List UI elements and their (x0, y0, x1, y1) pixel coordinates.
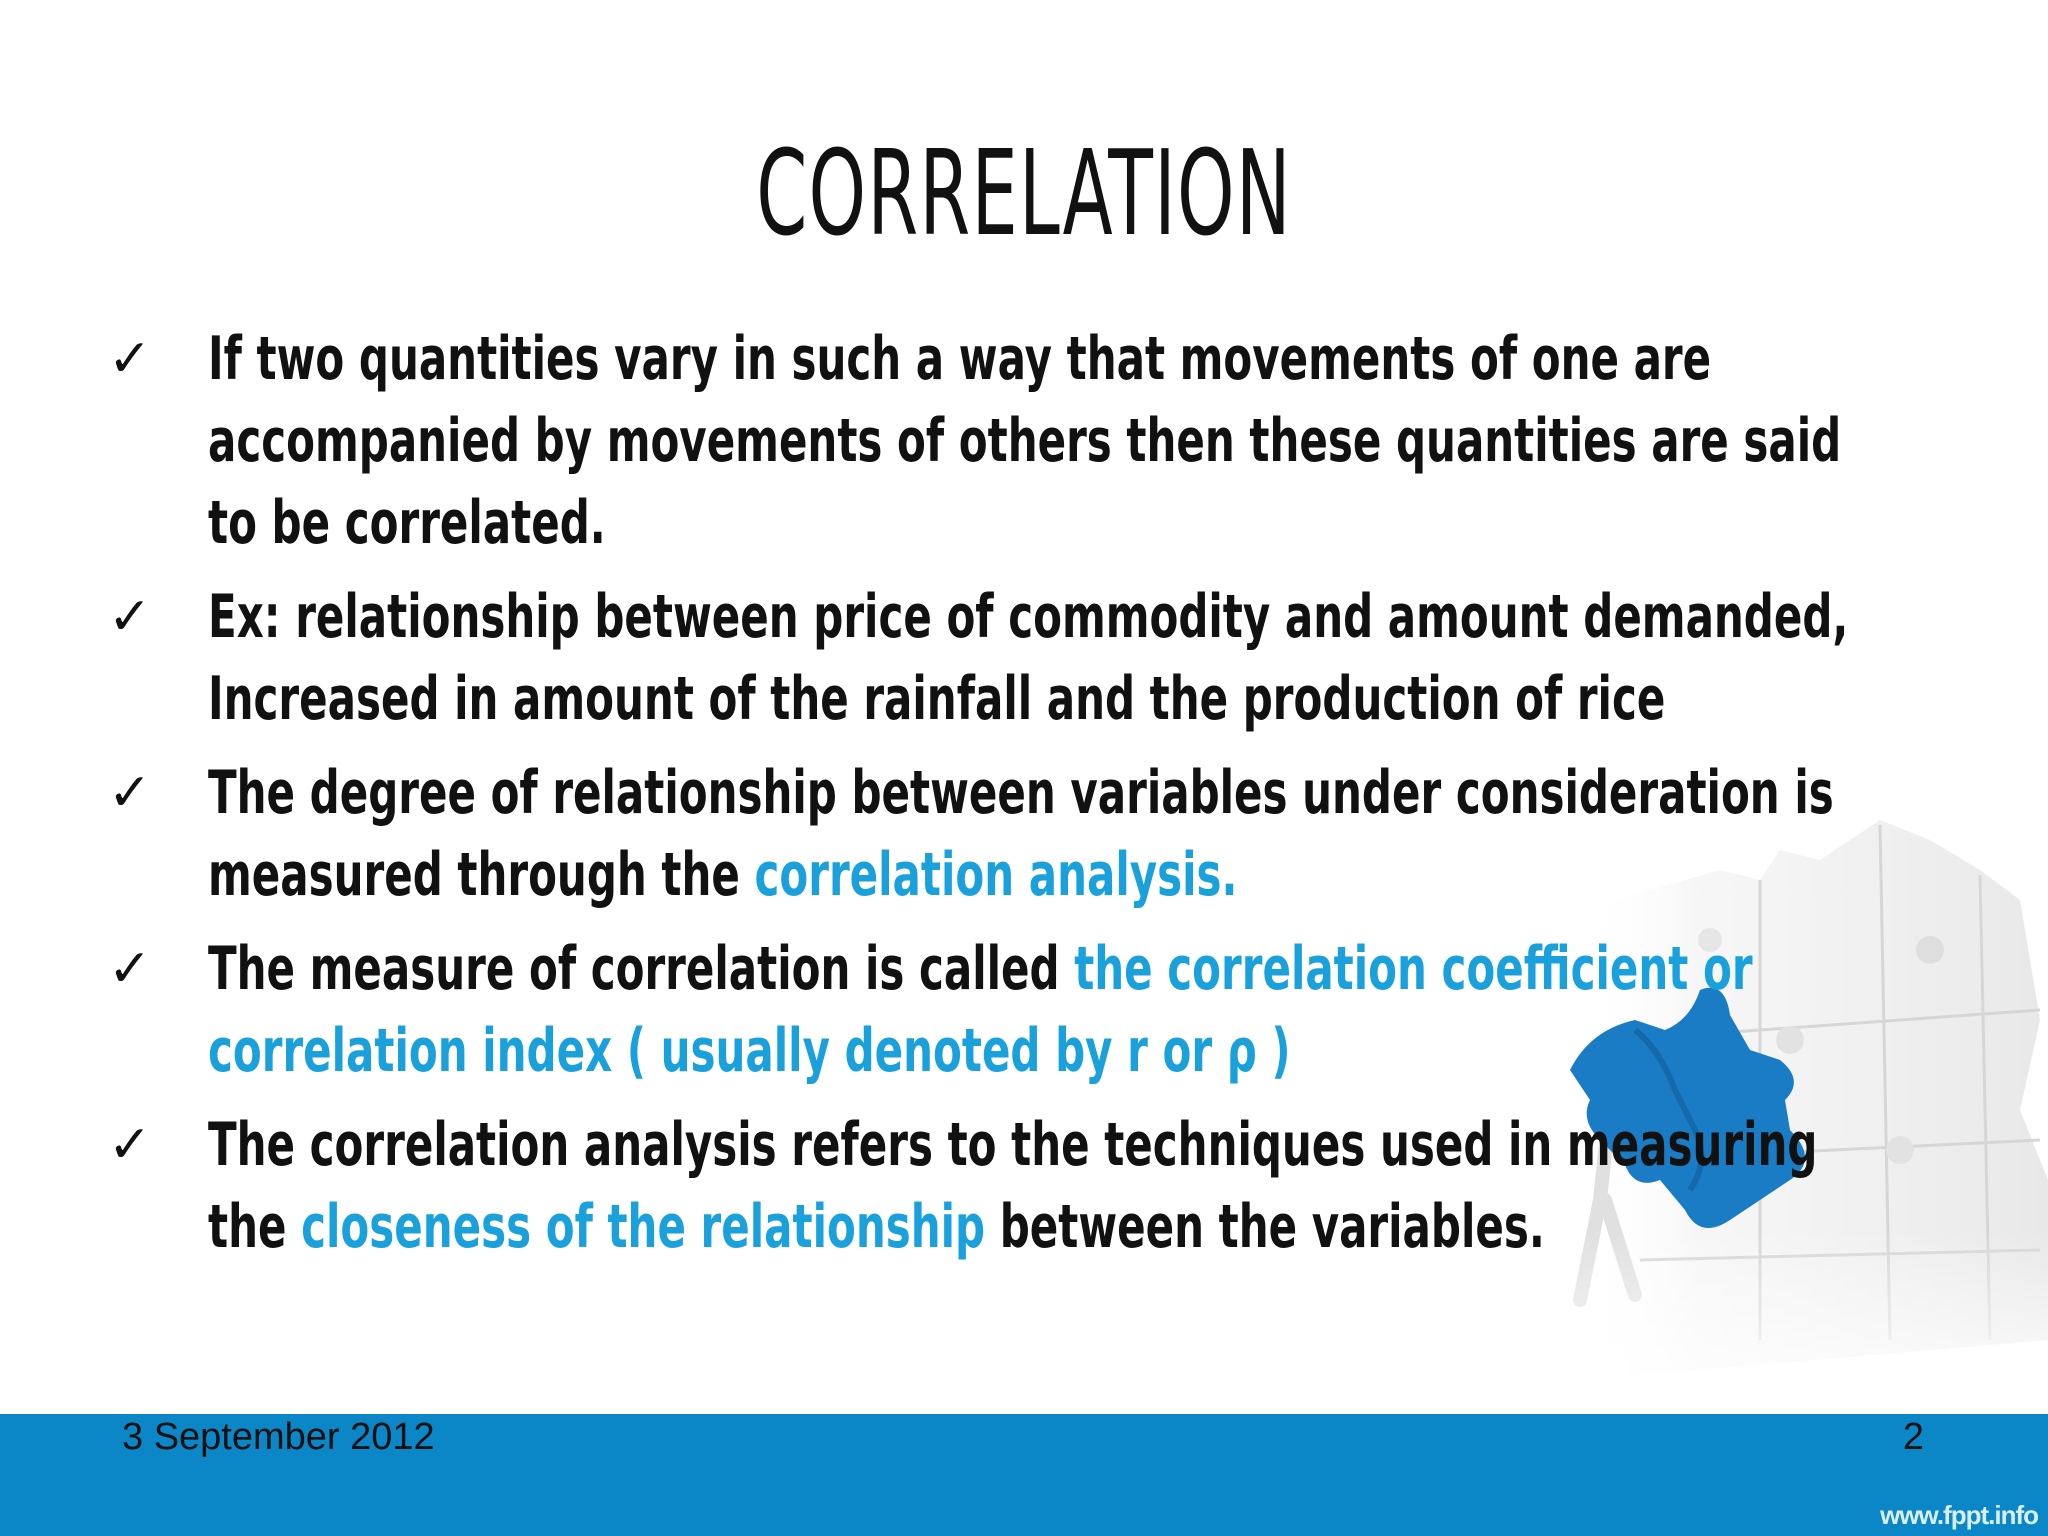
checkmark-icon: ✓ (108, 329, 152, 389)
page-number: 2 (1902, 1416, 1924, 1458)
highlight-text: the correlation coefficient or correlation index ( usually denoted by r or ρ ) (208, 934, 1753, 1086)
highlight-text: closeness of the relationship (301, 1192, 986, 1262)
checkmark-icon: ✓ (108, 939, 152, 999)
bullet-list (96, 318, 1976, 1280)
bullet-text-part: Ex: relationship between price of commodity and amount demanded, Increased in amount of the rainfall and the production of rice (208, 582, 1849, 734)
checkmark-icon: ✓ (108, 763, 152, 823)
bullet-text-part: The degree of relationship between variables under consideration is measured through the (208, 758, 1834, 910)
bullet-text-part: The measure of correlation is called (208, 934, 1075, 1004)
bullet-text-part: between the variables. (985, 1192, 1545, 1262)
bullet-item (96, 318, 1976, 564)
bullet-text (208, 318, 1888, 564)
slide-title: CORRELATION (756, 124, 1292, 262)
bullet-text (208, 576, 1888, 740)
bullet-item (96, 752, 1976, 916)
bullet-item (96, 1104, 1976, 1268)
bullet-text-part: If two quantities vary in such a way that movements of one are accompanied by movements of others then these quantities are said to be correlated. (208, 324, 1842, 558)
brand-watermark: www.fppt.info (1880, 1500, 2038, 1530)
highlight-text: correlation analysis. (754, 840, 1238, 910)
bullet-text (208, 928, 1888, 1092)
bullet-item (96, 576, 1976, 740)
footer-date: 3 September 2012 (122, 1416, 435, 1458)
bullet-text-part: The correlation analysis refers to the techniques used in measuring the (208, 1110, 1818, 1262)
bullet-text (208, 1104, 1888, 1268)
checkmark-icon: ✓ (108, 587, 152, 647)
bullet-item (96, 928, 1976, 1092)
checkmark-icon: ✓ (108, 1115, 152, 1175)
bullet-text (208, 752, 1888, 916)
